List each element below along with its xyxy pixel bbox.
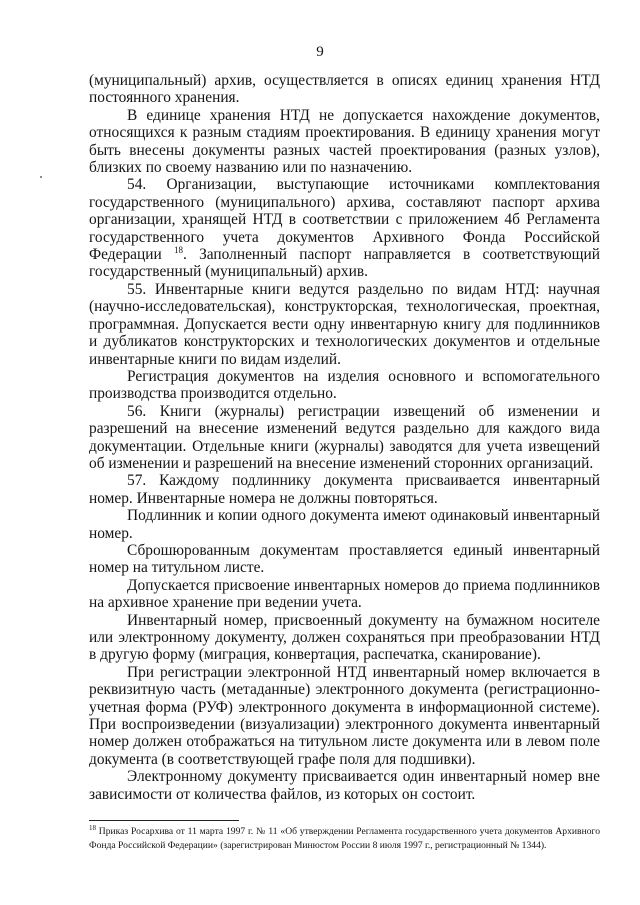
- paragraph-electronic-document: Электронному документу присваивается один инвентарный номер вне зависимости от количества файлов, из которых он состоит.: [89, 768, 600, 803]
- paragraph-55: 55. Инвентарные книги ведутся раздельно по видам НТД: научная (научно-исследовательская), конструкторская, технологическая, проектная, программная. Допускается вести одну инвентарную книгу для подлинников и дубликатов конструкторских и технологических документов и отдельные инвентарные книги по видам изделий.: [89, 280, 600, 368]
- footnote-18: [89, 825, 600, 852]
- paragraph-continuation: (муниципальный) архив, осуществляется в описях единиц хранения НТД постоянного хранения.: [89, 72, 600, 107]
- page-number: 9: [316, 44, 324, 60]
- paragraph-registration: Регистрация документов на изделия основного и вспомогательного производства производится отдельно.: [89, 367, 600, 403]
- body-text: [89, 72, 600, 803]
- paragraph-storage-unit: В единице хранения НТД не допускается нахождение документов, относящихся к разным стадиям проектирования. В единицу хранения могут быть внесены документы разных частей проектирования (разных узлов), близких по своему названию или по назначению.: [89, 106, 600, 177]
- footnote-ref-18: 18: [173, 245, 183, 256]
- footnote-mark: 18: [89, 824, 96, 832]
- scan-speck: [40, 176, 42, 178]
- paragraph-electronic-registration: При регистрации электронной НТД инвентарный номер включается в реквизитную часть (метаданные) электронного документа (регистрационно-учетная форма (РУФ) электронного документа в информационной системе). При воспроизведении (визуализации) электронного документа инвентарный номер должен отображаться на титульном листе документа или в левом поле документа (в соответствующей графе поля для подшивки).: [89, 663, 600, 768]
- paragraph-57: 57. Каждому подлиннику документа присваивается инвентарный номер. Инвентарные номера не должны повторяться.: [89, 472, 600, 507]
- footnote-text: Приказ Росархива от 11 марта 1997 г. № 11 «Об утверждении Регламента государственного учета документов Архивного Фонда Российской Федерации» (зарегистрирован Минюстом России 8 июля 1997 г., регистрационный № 1344).: [89, 826, 600, 851]
- paragraph-assignment: Допускается присвоение инвентарных номеров до приема подлинников на архивное хранение при ведении учета.: [89, 576, 600, 612]
- paragraph-inventory-number: Инвентарный номер, присвоенный документу на бумажном носителе или электронному документу, должен сохраняться при преобразовании НТД в другую форму (миграция, конвертация, распечатка, сканирование).: [89, 611, 600, 664]
- paragraph-54: [89, 176, 600, 280]
- paragraph-original-copies: Подлинник и копии одного документа имеют одинаковый инвентарный номер.: [89, 507, 600, 542]
- footnote-separator: [89, 820, 239, 821]
- paragraph-54-text: 54. Организации, выступающие источниками комплектования государственного (муниципального) архива, составляют паспорт архива организации, хранящей НТД в соответствии с приложением 4б Регламента государственного учета документов Архивного Фонда Российской Федерации: [89, 176, 600, 264]
- paragraph-bound-documents: Сброшюрованным документам проставляется единый инвентарный номер на титульном листе.: [89, 541, 600, 577]
- paragraph-56: 56. Книги (журналы) регистрации извещений об изменении и разрешений на внесение изменений ведутся раздельно для каждого вида документации. Отдельные книги (журналы) заводятся для учета извещений об изменении и разрешений на внесение изменений сторонних организаций.: [89, 402, 600, 472]
- paragraph-54-text-end: . Заполненный паспорт направляется в соответствующий государственный (муниципальный) архив.: [89, 246, 600, 281]
